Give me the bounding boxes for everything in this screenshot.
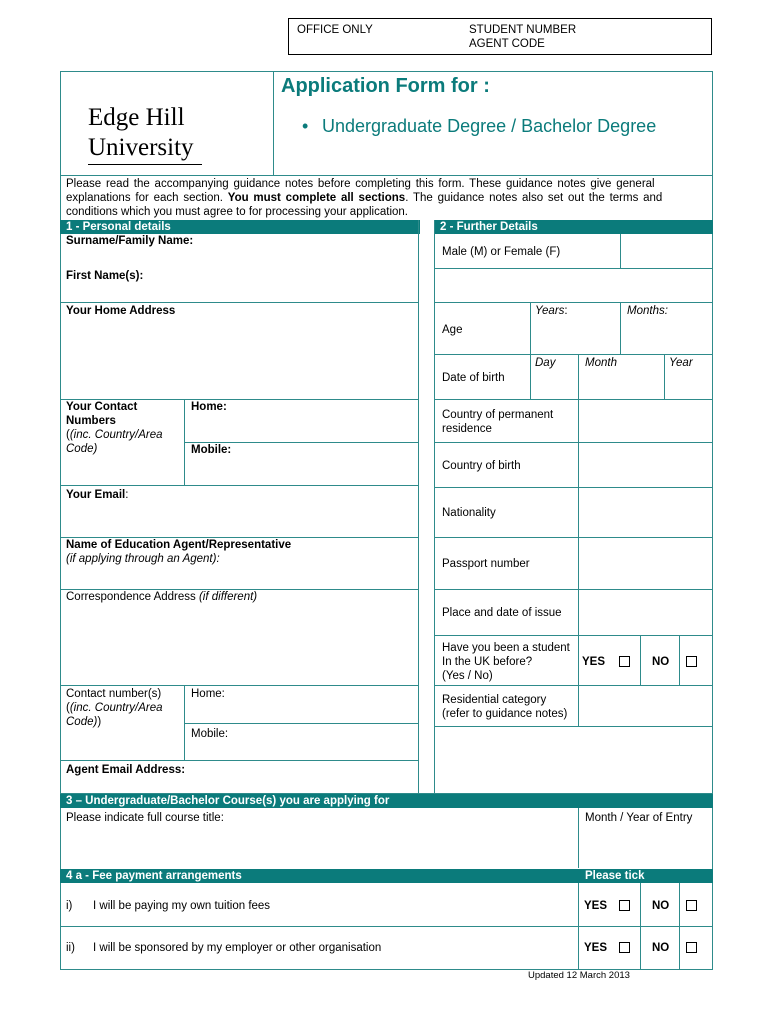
agent-email-label: Agent Email Address: (66, 764, 186, 776)
dob-day-field[interactable] (532, 371, 577, 397)
place-issue-field[interactable] (580, 591, 711, 634)
logo-underline (88, 164, 202, 165)
section1-header: 1 - Personal details (60, 220, 420, 234)
fee-row-number: i) (66, 900, 73, 912)
agent-email-field[interactable] (190, 763, 416, 791)
fee-row-yes-label: YES (584, 942, 608, 954)
passport-field[interactable] (580, 539, 711, 588)
home-address-label: Your Home Address (66, 305, 176, 317)
student-uk-label-1: Have you been a student (442, 642, 570, 654)
office-only-label: OFFICE ONLY (297, 24, 373, 36)
gender-label: Male (M) or Female (F) (442, 246, 561, 258)
entry-date-label: Month / Year of Entry (585, 812, 693, 824)
mobile-phone-field[interactable] (235, 444, 416, 482)
fee-row-text: I will be paying my own tuition fees (93, 900, 271, 912)
entry-date-field[interactable] (580, 827, 711, 867)
agent-mobile-field[interactable] (235, 726, 416, 758)
contact-numbers-label-1: Your Contact (66, 401, 138, 413)
student-uk-no-label: NO (652, 656, 670, 668)
residential-field[interactable] (580, 687, 711, 725)
logo-line2: University (88, 134, 194, 161)
logo-line1: Edge Hill (88, 104, 185, 131)
gender-field[interactable] (622, 236, 711, 267)
agent-mobile-label: Mobile: (191, 728, 229, 740)
section2-header: 2 - Further Details (434, 220, 713, 234)
student-uk-label-2: In the UK before? (442, 656, 533, 668)
passport-label: Passport number (442, 558, 530, 570)
agent-home-label: Home: (191, 688, 225, 700)
please-tick-label: Please tick (585, 870, 645, 882)
fee-row-no-label: NO (652, 942, 670, 954)
corr-address-field[interactable] (62, 606, 416, 683)
intro-line3: conditions which you must agree to for processing your application. (66, 206, 408, 218)
fee-row-text: I will be sponsored by my employer or other organisation (93, 942, 382, 954)
place-issue-label: Place and date of issue (442, 607, 562, 619)
birth-country-label: Country of birth (442, 460, 521, 472)
student-uk-no-checkbox[interactable] (686, 656, 697, 667)
years-label: Years: (535, 305, 568, 317)
home-phone-label: Home: (191, 401, 227, 413)
section4-header: 4 a - Fee payment arrangements (60, 869, 713, 883)
fee-own-no-checkbox[interactable] (686, 900, 697, 911)
agent-name-label: Name of Education Agent/Representative (66, 539, 292, 551)
surname-label: Surname/Family Name: (66, 235, 194, 247)
student-uk-label-3: (Yes / No) (442, 670, 493, 682)
agent-name-field[interactable] (62, 567, 416, 587)
intro-line2: explanations for each section. You must complete all sections. The guidance notes also set out the terms and (66, 192, 663, 204)
residence-field[interactable] (580, 401, 711, 441)
dob-month-field[interactable] (580, 371, 663, 397)
agent-contact-label-3: Code)) (66, 716, 102, 728)
page-title: Application Form for : (281, 75, 490, 97)
contact-numbers-label-4: Code) (66, 443, 98, 455)
day-label: Day (535, 357, 556, 369)
email-label: Your Email: (66, 489, 129, 501)
mobile-phone-label: Mobile: (191, 444, 232, 456)
first-names-field[interactable] (62, 284, 416, 300)
agent-contact-label-2: ((inc. Country/Area (66, 702, 163, 714)
course-title-field[interactable] (62, 827, 576, 867)
residential-label-2: (refer to guidance notes) (442, 708, 568, 720)
contact-numbers-label-3: ((inc. Country/Area (66, 429, 163, 441)
birth-country-field[interactable] (580, 444, 711, 486)
surname-field[interactable] (62, 250, 416, 266)
degree-bullet: • (302, 116, 309, 136)
first-names-label: First Name(s): (66, 270, 144, 282)
course-title-label: Please indicate full course title: (66, 812, 224, 824)
fee-sponsored-no-checkbox[interactable] (686, 942, 697, 953)
fee-own-yes-checkbox[interactable] (619, 900, 630, 911)
further-details-blank-field[interactable] (436, 270, 711, 301)
fee-row-no-label: NO (652, 900, 670, 912)
home-phone-field[interactable] (230, 401, 416, 439)
student-number-label: STUDENT NUMBER (469, 24, 577, 36)
agent-name-note: (if applying through an Agent): (66, 553, 220, 565)
nationality-field[interactable] (580, 489, 711, 536)
age-label: Age (442, 324, 463, 336)
residence-label-2: residence (442, 423, 492, 435)
student-uk-yes-label: YES (582, 656, 606, 668)
year-label: Year (669, 357, 693, 369)
month-label: Month (585, 357, 617, 369)
dob-label: Date of birth (442, 372, 505, 384)
age-months-field[interactable] (622, 318, 711, 352)
fee-sponsored-yes-checkbox[interactable] (619, 942, 630, 953)
agent-home-field[interactable] (230, 688, 416, 721)
agent-contact-label-1: Contact number(s) (66, 688, 162, 700)
nationality-label: Nationality (442, 507, 496, 519)
contact-numbers-label-2: Numbers (66, 415, 116, 427)
corr-address-label: Correspondence Address (if different) (66, 591, 258, 603)
student-uk-yes-checkbox[interactable] (619, 656, 630, 667)
dob-year-field[interactable] (666, 371, 711, 397)
agent-code-label: AGENT CODE (469, 38, 545, 50)
months-label: Months: (627, 305, 668, 317)
residential-label-1: Residential category (442, 694, 547, 706)
age-years-field[interactable] (532, 318, 619, 352)
fee-row-number: ii) (66, 942, 75, 954)
section3-header: 3 – Undergraduate/Bachelor Course(s) you are applying for (60, 794, 713, 808)
residence-label-1: Country of permanent (442, 409, 554, 421)
email-field[interactable] (62, 503, 416, 535)
home-address-field[interactable] (62, 320, 416, 396)
fee-row-yes-label: YES (584, 900, 608, 912)
degree-option: Undergraduate Degree / Bachelor Degree (322, 116, 657, 136)
intro-line1: Please read the accompanying guidance notes before completing this form. These guidance notes give general (66, 178, 655, 190)
updated-date: Updated 12 March 2013 (528, 970, 630, 981)
